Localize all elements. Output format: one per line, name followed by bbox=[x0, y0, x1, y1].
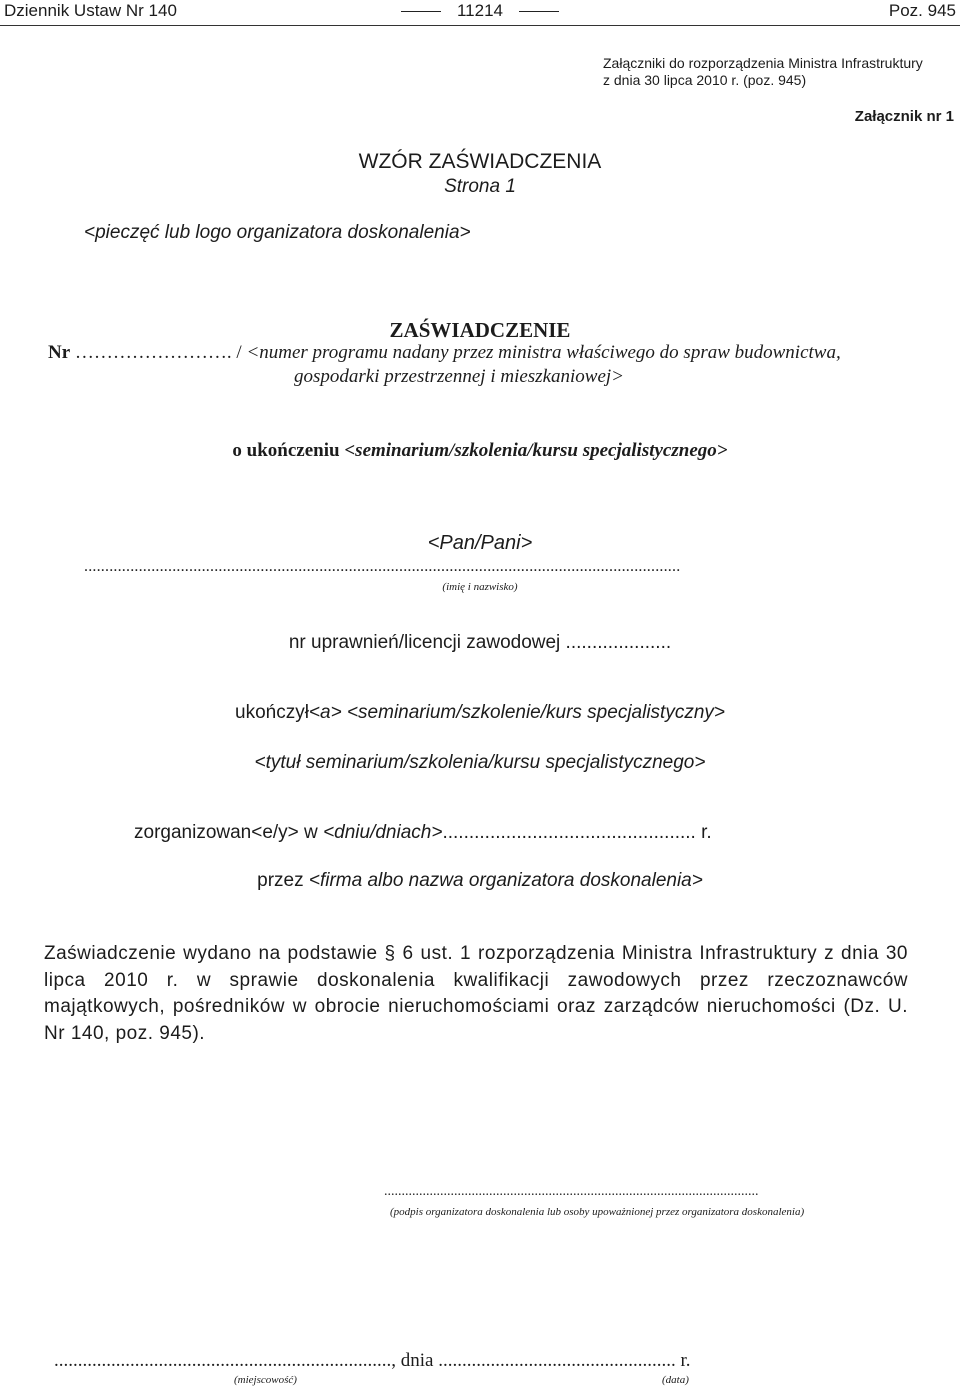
nr-label: Nr bbox=[48, 342, 71, 363]
completed-line bbox=[0, 702, 960, 724]
program-line-2: gospodarki przestrzennej i mieszkaniowej> bbox=[294, 366, 624, 387]
organizer-name: <firma albo nazwa organizatora doskonalenia> bbox=[308, 870, 703, 891]
signature-caption: (podpis organizatora doskonalenia lub osoby upoważnionej przez organizatora doskonalenia) bbox=[390, 1206, 805, 1218]
organized-days: <dniu/dniach> bbox=[323, 822, 443, 843]
signature-dots: ........................................................................................................... bbox=[384, 1184, 759, 1199]
certificate-number-line bbox=[48, 342, 841, 364]
program-line-1: <numer programu nadany przez ministra właściwego do spraw budownictwa, bbox=[246, 342, 841, 363]
annex-note bbox=[603, 55, 923, 89]
page-number-block bbox=[0, 1, 960, 21]
completion-type: <seminarium/szkolenia/kursu specjalistycznego> bbox=[344, 440, 728, 461]
date-caption: (data) bbox=[662, 1374, 689, 1386]
certificate-title: ZAŚWIADCZENIE bbox=[389, 318, 571, 342]
completed-suffix: <a> <seminarium/szkolenie/kurs specjalistyczny> bbox=[308, 702, 725, 723]
form-title: WZÓR ZAŚWIADCZENIA bbox=[358, 150, 602, 173]
place-caption: (miejscowość) bbox=[234, 1374, 297, 1386]
nr-dots: ……………………. / bbox=[70, 342, 247, 363]
stamp-placeholder: <pieczęć lub logo organizatora doskonalenia> bbox=[84, 222, 471, 243]
annex-note-line1: Załączniki do rozporządzenia Ministra Infrastruktury bbox=[603, 55, 923, 71]
salutation: <Pan/Pani> bbox=[427, 532, 533, 554]
name-dots: .............................................................................................................................................. bbox=[84, 558, 681, 575]
course-title: <tytuł seminarium/szkolenia/kursu specjalistycznego> bbox=[254, 752, 706, 773]
annex-note-line2: z dnia 30 lipca 2010 r. (poz. 945) bbox=[603, 72, 807, 88]
organizer-line bbox=[0, 870, 960, 892]
completion-line bbox=[0, 440, 960, 462]
position-number: Poz. 945 bbox=[888, 1, 956, 20]
completion-prefix: o ukończeniu bbox=[232, 440, 345, 461]
name-caption: (imię i nazwisko) bbox=[442, 581, 518, 593]
journal-name: Dziennik Ustaw Nr 140 bbox=[4, 1, 177, 20]
form-page-label: Strona 1 bbox=[444, 176, 516, 197]
organized-suffix: ................................................ r. bbox=[442, 822, 712, 843]
page-number: 11214 bbox=[456, 1, 503, 20]
dash-right bbox=[519, 11, 559, 12]
license-line: nr uprawnień/licencji zawodowej .................... bbox=[288, 632, 672, 653]
place-date-line bbox=[54, 1350, 691, 1372]
organized-prefix: zorganizowan<e/y> w bbox=[134, 822, 324, 843]
legal-basis-paragraph: Zaświadczenie wydano na podstawie § 6 ust. 1 rozporządzenia Ministra Infrastruktury z dnia 30 lipca 2010 r. w sprawie doskonalenia kwalifikacji zawodowych przez rzeczoznawców majątkowych, pośredników w obrocie nieruchomościami oraz zarządców nieruchomości (Dz. U. Nr 140, poz. 945). bbox=[44, 943, 908, 1044]
organizer-prefix: przez bbox=[257, 870, 309, 891]
dash-left bbox=[401, 11, 441, 12]
place-dots: ......................................................................., bbox=[54, 1350, 396, 1371]
header-rule bbox=[0, 25, 960, 26]
organized-line bbox=[134, 822, 712, 844]
completed-prefix: ukończył bbox=[235, 702, 309, 723]
date-label: dnia bbox=[396, 1350, 439, 1371]
date-dots: .................................................. r. bbox=[438, 1350, 691, 1371]
annex-number: Załącznik nr 1 bbox=[854, 108, 954, 125]
